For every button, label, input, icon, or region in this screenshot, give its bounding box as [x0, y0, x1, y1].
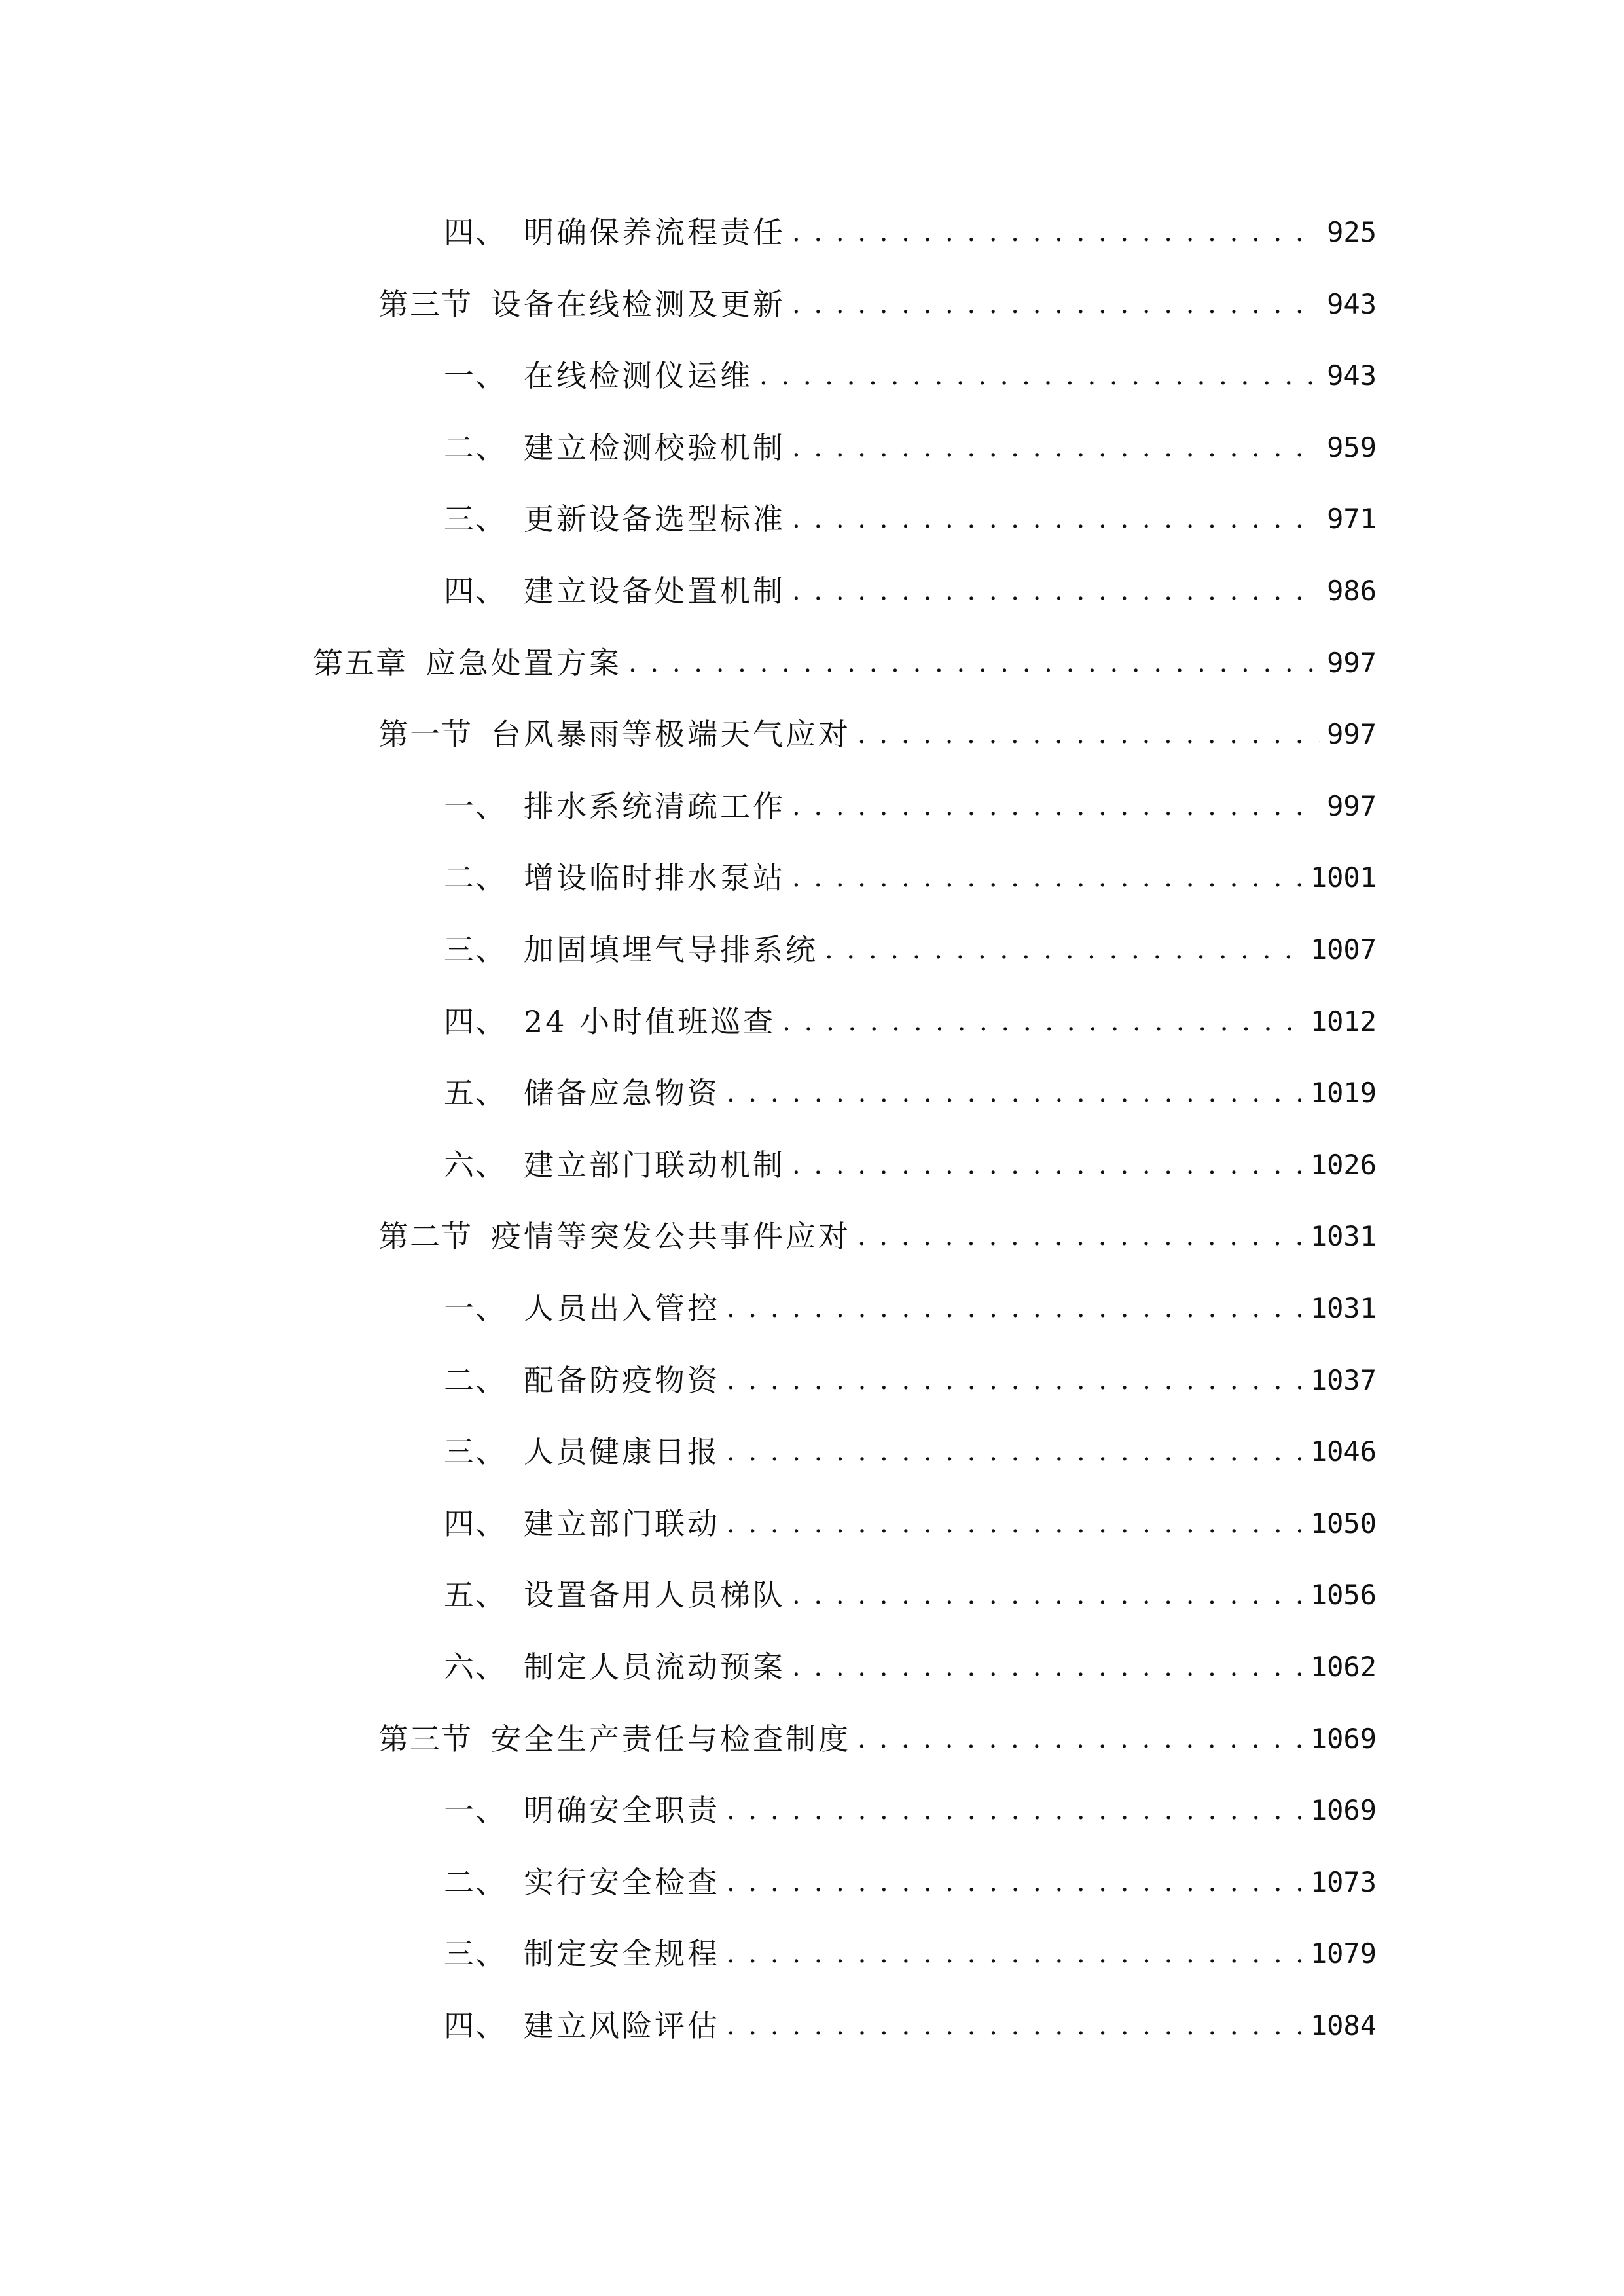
- toc-entry-title: 建立设备处置机制: [524, 573, 785, 609]
- toc-entry-title: 人员出入管控: [524, 1291, 720, 1326]
- toc-entry[interactable]: [444, 917, 1377, 969]
- dot-leader: [792, 213, 1320, 252]
- toc-entry-page-number: 971: [1327, 503, 1377, 535]
- toc-entry-marker: 三、: [444, 501, 507, 537]
- toc-entry-marker: 第一节: [378, 717, 473, 752]
- toc-entry-page-number: 943: [1327, 359, 1377, 391]
- toc-entry-marker: 四、: [444, 1506, 507, 1541]
- toc-entry-title: 配备防疫物资: [524, 1363, 720, 1398]
- toc-entry-marker: 六、: [444, 1147, 507, 1183]
- dot-leader: [857, 1217, 1304, 1256]
- toc-entry[interactable]: [444, 1634, 1377, 1687]
- toc-entry-title: 明确安全职责: [524, 1793, 720, 1828]
- dot-leader: [792, 787, 1320, 826]
- toc-entry-page-number: 1079: [1310, 1937, 1377, 1969]
- dot-leader: [792, 1647, 1304, 1687]
- toc-entry-page-number: 1001: [1310, 861, 1377, 893]
- toc-entry-marker: 一、: [444, 1291, 507, 1326]
- toc-entry-page-number: 943: [1327, 288, 1377, 320]
- toc-entry[interactable]: [444, 343, 1377, 395]
- toc-entry[interactable]: [444, 1276, 1377, 1328]
- toc-entry-marker: 二、: [444, 1865, 507, 1900]
- toc-entry-page-number: 997: [1327, 718, 1377, 750]
- toc-entry-title: 建立部门联动: [524, 1506, 720, 1541]
- toc-entry-marker: 四、: [444, 215, 507, 250]
- dot-leader: [792, 499, 1320, 539]
- toc-entry-title: 排水系统清疏工作: [524, 789, 785, 824]
- toc-entry-marker: 四、: [444, 2008, 507, 2043]
- toc-entry-page-number: 1026: [1310, 1149, 1377, 1181]
- toc-entry-page-number: 1046: [1310, 1435, 1377, 1467]
- toc-entry[interactable]: [444, 1562, 1377, 1615]
- toc-entry-title: 明确保养流程责任: [524, 215, 785, 250]
- toc-entry[interactable]: [444, 1060, 1377, 1113]
- toc-entry-page-number: 986: [1327, 575, 1377, 607]
- toc-entry-title: 制定安全规程: [524, 1936, 720, 1971]
- toc-entry-title: 建立部门联动机制: [524, 1147, 785, 1183]
- toc-entry-marker: 一、: [444, 358, 507, 393]
- toc-entry-title: 人员健康日报: [524, 1434, 720, 1469]
- toc-entry-marker: 五、: [444, 1075, 507, 1111]
- toc-entry[interactable]: [444, 1921, 1377, 1973]
- toc-entry-title: 台风暴雨等极端天气应对: [491, 717, 851, 752]
- toc-entry-title: 应急处置方案: [425, 645, 622, 681]
- toc-entry[interactable]: [378, 1204, 1377, 1256]
- dot-leader: [727, 1934, 1304, 1973]
- dot-leader: [857, 715, 1320, 754]
- toc-entry-title: 建立检测校验机制: [524, 430, 785, 465]
- dot-leader: [727, 2006, 1304, 2045]
- toc-entry-page-number: 997: [1327, 790, 1377, 822]
- toc-entry-marker: 第三节: [378, 1721, 473, 1757]
- toc-entry-page-number: 959: [1327, 431, 1377, 463]
- toc-entry-page-number: 1056: [1310, 1579, 1377, 1611]
- dot-leader: [825, 930, 1304, 969]
- toc-entry-marker: 六、: [444, 1649, 507, 1685]
- toc-entry-marker: 四、: [444, 1004, 507, 1039]
- toc-entry-page-number: 997: [1327, 647, 1377, 679]
- toc-entry-title: 疫情等突发公共事件应对: [491, 1219, 851, 1254]
- toc-entry-title: 设置备用人员梯队: [524, 1577, 785, 1613]
- toc-entry-title: 安全生产责任与检查制度: [491, 1721, 851, 1757]
- toc-entry-page-number: 925: [1327, 216, 1377, 248]
- dot-leader: [759, 356, 1320, 395]
- toc-entry-page-number: 1062: [1310, 1651, 1377, 1683]
- toc-entry-marker: 五、: [444, 1577, 507, 1613]
- dot-leader: [727, 1289, 1304, 1328]
- toc-entry[interactable]: [444, 1348, 1377, 1400]
- dot-leader: [727, 1361, 1304, 1400]
- toc-entry-title: 设备在线检测及更新: [491, 287, 785, 322]
- toc-entry[interactable]: [444, 1993, 1377, 2045]
- toc-entry-page-number: 1037: [1310, 1364, 1377, 1396]
- toc-entry-page-number: 1069: [1310, 1794, 1377, 1826]
- toc-entry[interactable]: [444, 1132, 1377, 1185]
- toc-entry-title: 更新设备选型标准: [524, 501, 785, 537]
- toc-entry-marker: 第三节: [378, 287, 473, 322]
- dot-leader: [792, 428, 1320, 467]
- toc-entry-title: 储备应急物资: [524, 1075, 720, 1111]
- toc-entry[interactable]: [378, 1706, 1377, 1759]
- toc-entry-page-number: 1084: [1310, 2009, 1377, 2041]
- toc-entry[interactable]: [313, 630, 1377, 683]
- toc-entry[interactable]: [444, 1491, 1377, 1543]
- toc-entry-page-number: 1012: [1310, 1005, 1377, 1037]
- dot-leader: [727, 1073, 1304, 1113]
- toc-entry-marker: 二、: [444, 860, 507, 895]
- toc-entry[interactable]: [444, 845, 1377, 897]
- toc-entry-marker: 第五章: [313, 645, 407, 681]
- toc-entry-title: 增设临时排水泵站: [524, 860, 785, 895]
- toc-entry-marker: 一、: [444, 789, 507, 824]
- toc-entry-page-number: 1007: [1310, 933, 1377, 965]
- toc-entry-page-number: 1019: [1310, 1077, 1377, 1109]
- dot-leader: [792, 571, 1320, 611]
- dot-leader: [857, 1719, 1304, 1759]
- toc-entry[interactable]: [378, 272, 1377, 324]
- toc-entry-page-number: 1073: [1310, 1866, 1377, 1898]
- toc-entry-page-number: 1031: [1310, 1220, 1377, 1252]
- toc-entry[interactable]: [444, 774, 1377, 826]
- toc-entry-marker: 三、: [444, 932, 507, 967]
- toc-entry[interactable]: [444, 1850, 1377, 1902]
- toc-entry-title: 建立风险评估: [524, 2008, 720, 2043]
- toc-entry-title: 24 小时值班巡查: [524, 1004, 776, 1039]
- toc-entry[interactable]: [444, 1419, 1377, 1471]
- toc-entry-title: 实行安全检查: [524, 1865, 720, 1900]
- dot-leader: [792, 1575, 1304, 1615]
- toc-entry-marker: 三、: [444, 1936, 507, 1971]
- dot-leader: [727, 1863, 1304, 1902]
- toc-entry-marker: 二、: [444, 430, 507, 465]
- toc-entry[interactable]: [444, 989, 1377, 1041]
- toc-entry-marker: 二、: [444, 1363, 507, 1398]
- toc-entry-title: 制定人员流动预案: [524, 1649, 785, 1685]
- toc-entry-marker: 一、: [444, 1793, 507, 1828]
- toc-entry-marker: 第二节: [378, 1219, 473, 1254]
- toc-entry[interactable]: [444, 558, 1377, 611]
- dot-leader: [792, 1145, 1304, 1185]
- toc-entry[interactable]: [444, 1778, 1377, 1830]
- toc-entry[interactable]: [444, 415, 1377, 467]
- dot-leader: [727, 1432, 1304, 1471]
- dot-leader: [792, 858, 1304, 897]
- toc-entry-title: 加固填埋气导排系统: [524, 932, 818, 967]
- dot-leader: [727, 1791, 1304, 1830]
- dot-leader: [782, 1002, 1304, 1041]
- toc-entry-page-number: 1069: [1310, 1723, 1377, 1755]
- dot-leader: [727, 1504, 1304, 1543]
- toc-entry-title: 在线检测仪运维: [524, 358, 753, 393]
- toc-entry[interactable]: [378, 702, 1377, 754]
- dot-leader: [792, 285, 1320, 324]
- toc-entry[interactable]: [444, 200, 1377, 252]
- toc-entry-marker: 四、: [444, 573, 507, 609]
- toc-entry-marker: 三、: [444, 1434, 507, 1469]
- dot-leader: [628, 643, 1320, 683]
- toc-entry[interactable]: [444, 486, 1377, 539]
- toc-entry-page-number: 1031: [1310, 1292, 1377, 1324]
- toc-entry-page-number: 1050: [1310, 1507, 1377, 1539]
